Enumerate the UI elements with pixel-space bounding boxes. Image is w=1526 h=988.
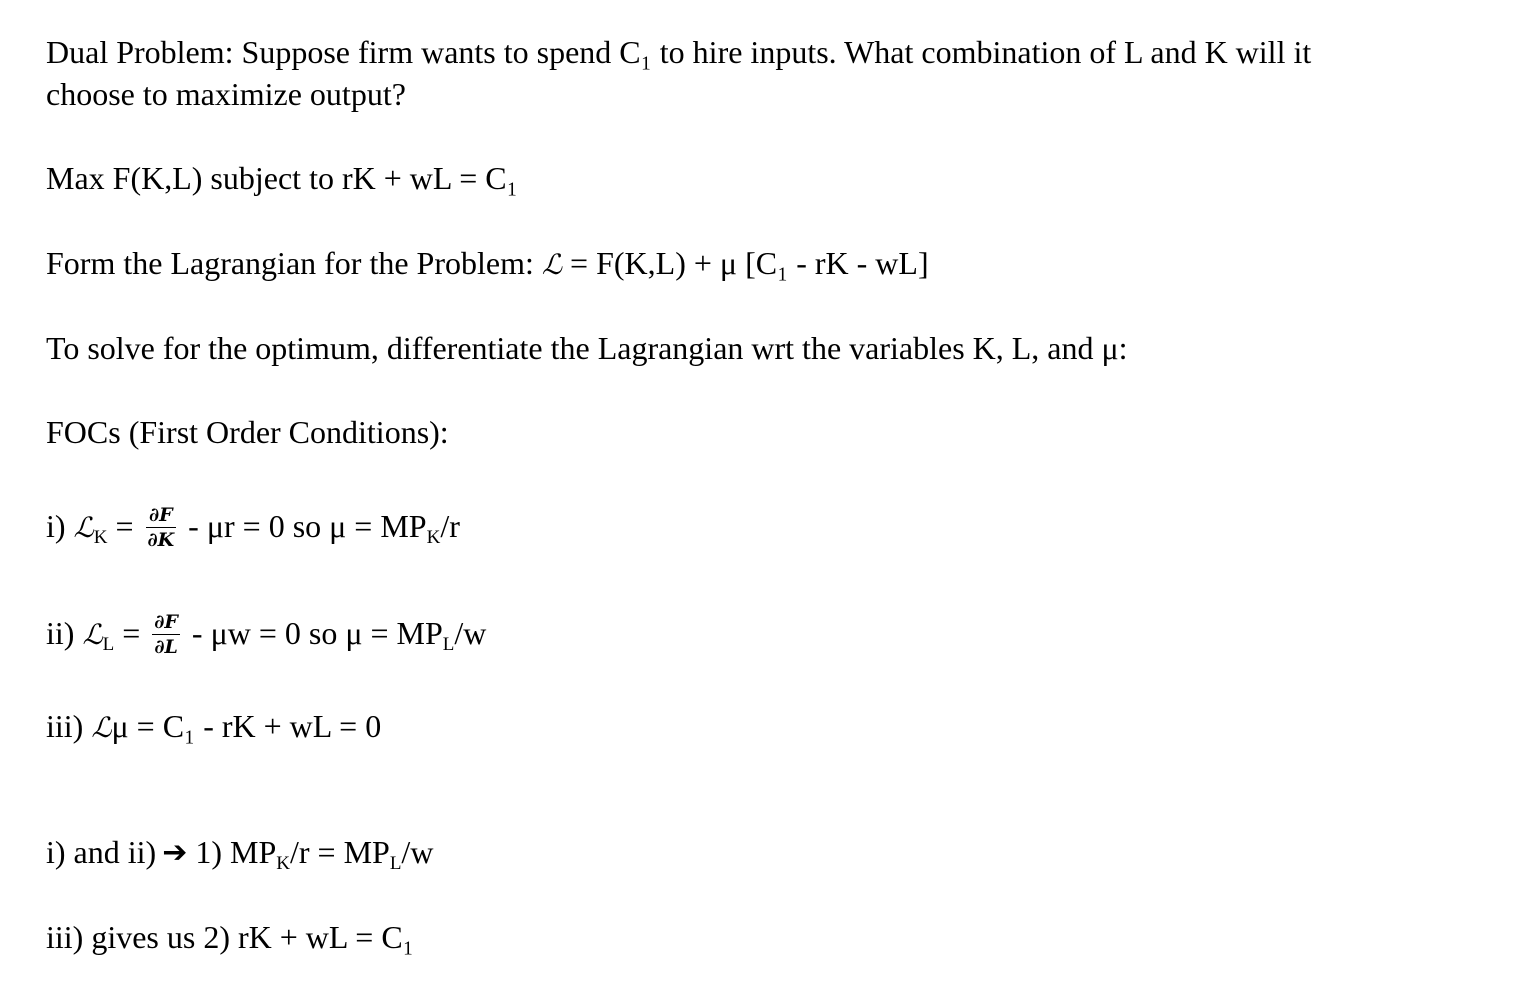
foc-i-symbol: ℒ bbox=[73, 510, 94, 544]
foc-i-rest-sub: K bbox=[426, 526, 441, 548]
foc-iii-rest: = C₁ - rK + wL = 0 bbox=[128, 708, 382, 744]
lagrangian-symbol: ℒ bbox=[541, 248, 563, 281]
result-1-text-b: /r = MP bbox=[289, 834, 390, 870]
foc-ii-frac-den: ∂L bbox=[154, 636, 178, 658]
result-1 bbox=[46, 832, 433, 878]
foc-i-equals: = bbox=[107, 507, 142, 544]
max-statement: Max F(K,L) subject to rK + wL = C₁ bbox=[46, 160, 518, 196]
foc-iii bbox=[46, 706, 381, 748]
foc-iii-mu: μ bbox=[111, 708, 129, 744]
foc-ii-subscript: L bbox=[102, 633, 115, 655]
foc-i-rest-b: /r bbox=[440, 507, 460, 544]
foc-i-label: i) bbox=[46, 507, 74, 544]
foc-i-frac-num: ∂F bbox=[146, 503, 177, 528]
result-1-text-a: 1) MP bbox=[195, 834, 277, 870]
foc-i-fraction bbox=[146, 503, 177, 552]
foc-ii-rest-b: /w bbox=[454, 614, 487, 651]
foc-iii-symbol: ℒ bbox=[91, 711, 112, 744]
result-1-sub-b: L bbox=[389, 853, 402, 874]
result-1-text-c: /w bbox=[401, 834, 434, 870]
lagrangian-expression: = F(K,L) + μ [C₁ - rK - wL] bbox=[562, 245, 929, 281]
result-1-label: i) and ii) bbox=[46, 834, 157, 870]
intro-line-2: choose to maximize output? bbox=[46, 76, 406, 112]
solve-text: To solve for the optimum, differentiate the Lagrangian wrt the variables K, L, and μ: bbox=[46, 330, 1128, 366]
result-1-sub-a: K bbox=[276, 853, 290, 874]
foc-ii-rest-a: - μw = 0 so μ = MP bbox=[183, 614, 443, 651]
foc-ii-fraction bbox=[152, 610, 180, 659]
foc-i-subscript: K bbox=[93, 526, 108, 548]
foc-ii-equals: = bbox=[114, 614, 149, 651]
focs-heading: FOCs (First Order Conditions): bbox=[46, 414, 449, 450]
foc-ii-symbol: ℒ bbox=[82, 617, 103, 651]
foc-iii-label: iii) bbox=[46, 708, 92, 744]
foc-ii-rest-sub: L bbox=[442, 633, 455, 655]
foc-i-frac-den: ∂K bbox=[147, 529, 175, 551]
result-2: iii) gives us 2) rK + wL = C₁ bbox=[46, 919, 414, 955]
lagrangian-line bbox=[46, 243, 929, 285]
foc-ii bbox=[46, 612, 486, 661]
intro-line-1: Dual Problem: Suppose firm wants to spend C₁ to hire inputs. What combination of L and K will it bbox=[46, 34, 1312, 70]
foc-i-rest-a: - μr = 0 so μ = MP bbox=[180, 507, 427, 544]
right-arrow-icon: ➔ bbox=[162, 835, 188, 870]
lagrangian-prefix: Form the Lagrangian for the Problem: bbox=[46, 245, 542, 281]
foc-ii-frac-num: ∂F bbox=[154, 611, 178, 633]
foc-i bbox=[46, 505, 460, 554]
foc-ii-label: ii) bbox=[46, 614, 83, 651]
